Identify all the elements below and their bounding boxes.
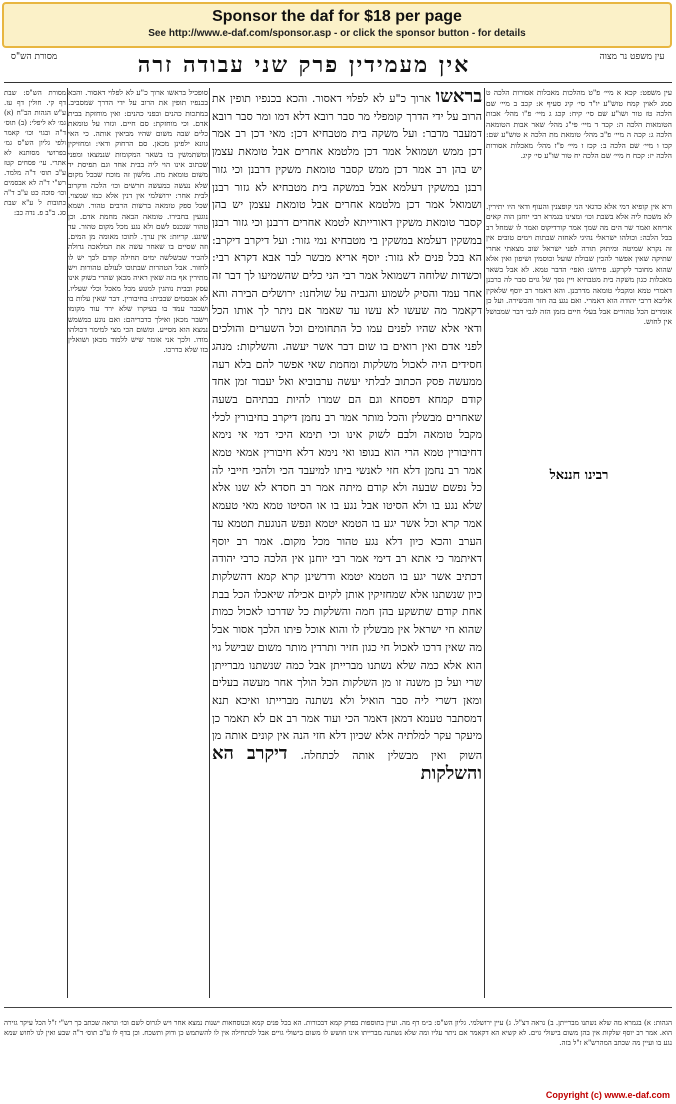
ein-mishpat-header: עין משפט נר מצוה [599, 52, 665, 62]
ein-mishpat-text: עין משפט: קכא א מיי׳ פ"ט מהלכות מאכלות אסורות הלכה ט סמג לאוין קמח טוש"ע יו"ד סי׳ קיג סעיף א: קכב ב מיי׳ שם הלכה טז טור ושו"ע שם סי׳ קיח: קכג ג מיי׳ פ"ו מהל׳ אבות הטומאות הלכה ה: קכד ד מיי׳ פי"ג מהל׳ שאר אבות הטומאה הלכה ג: קכה ה מיי׳ פ"ב מהל׳ טומאת מת הלכה א טוש"ע שם: קכו ו מיי׳ שם הלכה ב: קכז ז מיי׳ פ"ז מהל׳ מאכלות אסורות הלכה יז: קכח ח מיי׳ שם הלכה יח טור שו"ע סי׳ קיג. [486, 88, 672, 160]
rabeinu-text: ורא אין קופיא דמי אלא כדגאי הני קופצנין והעוף ודאי היו יתירין. לא משכח ליה אלא בשבת וכו׳ ומצינו בגמרא רבי יוחנן הוה קאים אריחא ואמר שר הים מה שמך אמר קורדיקוס ואמר לו שמחל רב בכל הלכה: וכולהו ישראלי נהיגי לאחזה שבתות וימים טובים אין זה נקרא שמיטה ומיתוק תורה לפני ישראל שוב מצאתי אחרי שתיקה שאין אפשר להכין שבולת שועל וכוסמין ושיפון ואין אלא שהוא מחובר לקרקע. פירוש: ואפי׳ הדבר טמא. לא אבל בשאר מאכלות כגון משקה בית מטבחיא ויין נסך של גוים סבר לה כרבנן דאמרי טמא ומקבלי טומאה מדרבנן. והא דאמר רב יוסף שלאקין אליבא דרבי יהודה הוא דאמרי. ואם נגע בה חזר והכשירה. ועל כן אומרים הכל טהורים אבל בעלי חיים בזמן הזה לגבי דבר שמבושל אין לחוש. [486, 201, 672, 326]
gemara-opening-word: בראשו [435, 88, 482, 107]
ein-mishpat-column [486, 88, 672, 998]
gemara-text: ארוך כ"ע לא לפלוי דאסור. והכא בכנפיו תופין את הרוב על ידי הדרך קומפלי מר סבר רובא דלא דמו ומר סבר רובא דמעבר מדבר: ועל משקה בית מטבחיא דכן: מאי דכן רב אמר דכן ממש ושמואל אמר דכן מלטמא אחרים אבל טומאת עצמן יש בהן רב אמר דכן ממש קסבר טומאת משקין דרבנן וכי גזור רבנן במשקין דעלמא אבל במשקה בית מטבחיא לא גזור רבנן ושמואל אמר דכן מלטמא אחרים אבל טומאת עצמן יש בהן קסבר טומאת משקין דאורייתא לטמא אחרים דרבנן וכי גזור רבנן במשקין דעלמא במשקין בי מטבחיא נמי גזור: ועל דיקרב דיקרב: הא בכל פנים לא גזור: יוסף אריא מבשר לבר אבא דקרא רבי: וכשדות שלוחה דשמואל אמר רבי הני כלים שהשמיעו לך דבר זה אחר עמד והסיק לשמוע והגביה על שולחנו: ירושלים הבירה והא דקאמר מה שעשו לא עשו עד שאמר אם ניתר לך אותו הכל ודאי אלא שהיו לפנים עמו כל התחומים וכל השערים והולכים לפני אדם ואין רואים בו שום דבר אשר יעשה. והשלקות: מנהג חסידים היה לאכול משלקות ומחמת שאי אפשר להם בלא רעה ממעשה פסק הכתוב לבלתי יעשה ערבוביא ואל יעבור זמן אחד קודם קמחא דפסחא וגם הם שמרו להיות בבתיהם בשעה שאחרים מבשלין והכל מותר אמר רב נחמן דיקרב בחיבורין לכלי מקבל טומאה ולבם לשוק אינו וכי תימא היכי דמי אי נימא דחיבורין טמא הרי הוא בגופו ואי נימא דלא חיבורין אמאי טמא אמר רב נחמן דלא חזי לאנשי ביתו למיעבד הכי ולהכי חייבי לה כל נפשם שבעה ולא קודם מיתה אמר רב חסדא לא שנו אלא שלא נגע בו ולא הסיטו אבל נגע בו או הסיטו טמא מאי טעמא אמר קרא וכל אשר יגע בו הטמא יטמא ונפש הנוגעת תטמא עד הערב והכא כיון דלא נגע טהור מכל מקום. אמר רב יוסף דאיתמר כי אתא רב דימי אמר רבי יוחנן אין הלכה כרבי יהודה דכתיב אשר יגע בו הטמא יטמא ודרשינן קרא קמא דהשלקות כיון שנשתנו אלא שמחזיקין אותן לקיום אכילה שיאכלו הכל בבת אחת קודם שתשקע בהן חמה והשלקות כל שדרכו לאכול כמות שהוא חי ישראל אין מבשלין לו והוא אוכל פיתו הלכך אסור אבל מה שאין דרכו לאכול חי כגון חזיר ותרדין מותר משום שבישל גוי הוא אלא כמה שלא נשתנו מברייתן אבל כמה שנשתנו מברייתן שרי ועל כן משנה זו מן השלקות הכל הולך אחר מעשה בעלים ומאן דשרי ליה סבר הואיל ולא נשתנה מברייתו ואיכא תנא דמסתבר טעמא דמאן דאמר הכי ועוד אמר רב אם לא תאמר כן מיעקר עקר למלתיה אלא שכיון דלא חזי הנה אין קונים אותה מן השוק ואין מבשלין אותה לכתחלה. [212, 92, 482, 763]
column-rule-3 [484, 88, 485, 998]
rabeinu-chananel-title: רבינו חננאל [486, 467, 672, 483]
copyright-link[interactable]: Copyright (c) www.e-daf.com [545, 1090, 670, 1100]
tosafot-text: סופכיל בראשו ארוך כ"ע לא לפלוי דאסור. והכא בכנפיו תופין את הרוב על ידי הדרך שמסביב. במתכות כהנים ובפני כהנים: ואין מוחזקת בבית אדם. וכי מוחזקת: סם חיים. וגזרו על טומאת כלים שבה משום שהיו מביאין אותה. כי האי גוונא ילפינן מכאן. סם הרחוק ודאי: ומחזיקין ומשתמשין בו בשאר המקומות שנמצאו ומפני שכתוב אינו הוי ליה בבית אחד וגם תפיסת יד משום טומאת מת. מלשון זה מוכח שבכל מקום שלא נעשה כמעשה חרשים וכו׳ הלכה ודקרוב לבית אחר: ירושלמי אין דנין אלא כמו שמצוי. שכל ספק טומאה ברשות הרבים טהור. ושמא נוגעין בחבירו. טומאה הבאה מחמת אדם. וכן טהור שנכנס לשם ולא נגע מכל מקום טהור. עד שיגע. קריות: אין ערך. לתוכו מאומה מן המים. וזה שסיים בו שאחר עשה את המלאכה גדולה להכיר שבשלשה ימים תחילה קודם לכך יש לו לחזור. אבל הטהרות שבתוכו לעולם טהורות ויש מתירין אף בזה שאין ראיה מכאן שהרי בשוק אינו עסק ובבית נוהגין למנוע מכל מאכל וכלי שעליו. לא אבסמים שבבית: בחיבורין. דבר שאין עלות בו ושכבר עמד בו בעיקרו שלא ירד עוד מקומו וישבר מכאן ואילך כדבריהם: ואם נוגע במשמש נמצא הוא מסייע. ומשום הכי מצי למימר דכולהו מודו. ולכך אני אומר שיש ללמוד מכאן ושואלין בזו שלא כדרכו. [68, 88, 208, 355]
sponsor-subtitle[interactable]: See http://www.e-daf.com/sponsor.asp - or click the sponsor button - for details [148, 28, 526, 39]
masoret-header: מסורת הש"ס [10, 52, 58, 62]
sponsor-title[interactable]: Sponsor the daf for $18 per page [212, 8, 462, 25]
footnotes-text: הגהות: א) בגמרא מה שלא נשתנו מברייתן. ב) נראה דצ"ל. ג) עיין ירושלמי. גליון הש"ס: ב״מ דף מה. ועיין בתוספות בפרק קמא דבכורות. הא בכל פנים קמא ובנוסחאות ישנות נמצא אחר ויש לגרוס לשם וכו׳ ונראה שכתב כך רש"י ז"ל הכל עיקר גזירה הוא. אמר רב יוסף שלקות אין בהן משום בישולי גוים. לא קשיא הא דקאמר אם ניתר עליו ומה שלא נשתנה מברייתו אינו חושש לו משום בישולי גויים אבל לכתחילה אין לו להשתמש כן ודוק ותשכח. וכן בדף לו ע"ב תוס׳ ד"ה שבע ואין לנו לחוש שמא נגע בו ועיין מה שכתב המהרש"א ז"ל בזה. [4, 1019, 672, 1047]
header-rule [4, 82, 672, 83]
page-title: אין מעמידין פרק שני עבודה זרה [137, 52, 471, 78]
column-rule-2 [209, 88, 210, 998]
gemara-ha: הא [212, 743, 234, 765]
tosafot-column [68, 88, 208, 998]
masoret-hashas-column [4, 88, 66, 988]
gemara-hashlakot: והשלקות [420, 762, 482, 784]
gemara-body [212, 88, 482, 784]
gemara-column [212, 88, 482, 998]
gemara-dikrav: דיקרב [246, 743, 288, 765]
masoret-text: מסורת הש"ס: שבת דף קי. חולין דף עז. ע"ש הגהות הב"ח (א) גמ׳ לא ליפלי: (ב) תוס׳ ד"ה ובגוי וכו׳ קאמר ולפי גליון הש"ס גמ׳ בפרושי מסותנא לא אתרי. עי׳ פסחים קטז ע"ב תוס׳ ד"ה מלמד. רש"י ד"ה לא אבסמים וכו׳ סוכה כט ע"ב ד"ה כתובות ל ע"א שבת סג. ב"ב פ. נדה כב: [4, 89, 66, 217]
sponsor-banner[interactable] [2, 2, 672, 48]
footnotes [4, 1007, 672, 1081]
talmud-page [4, 52, 672, 1082]
